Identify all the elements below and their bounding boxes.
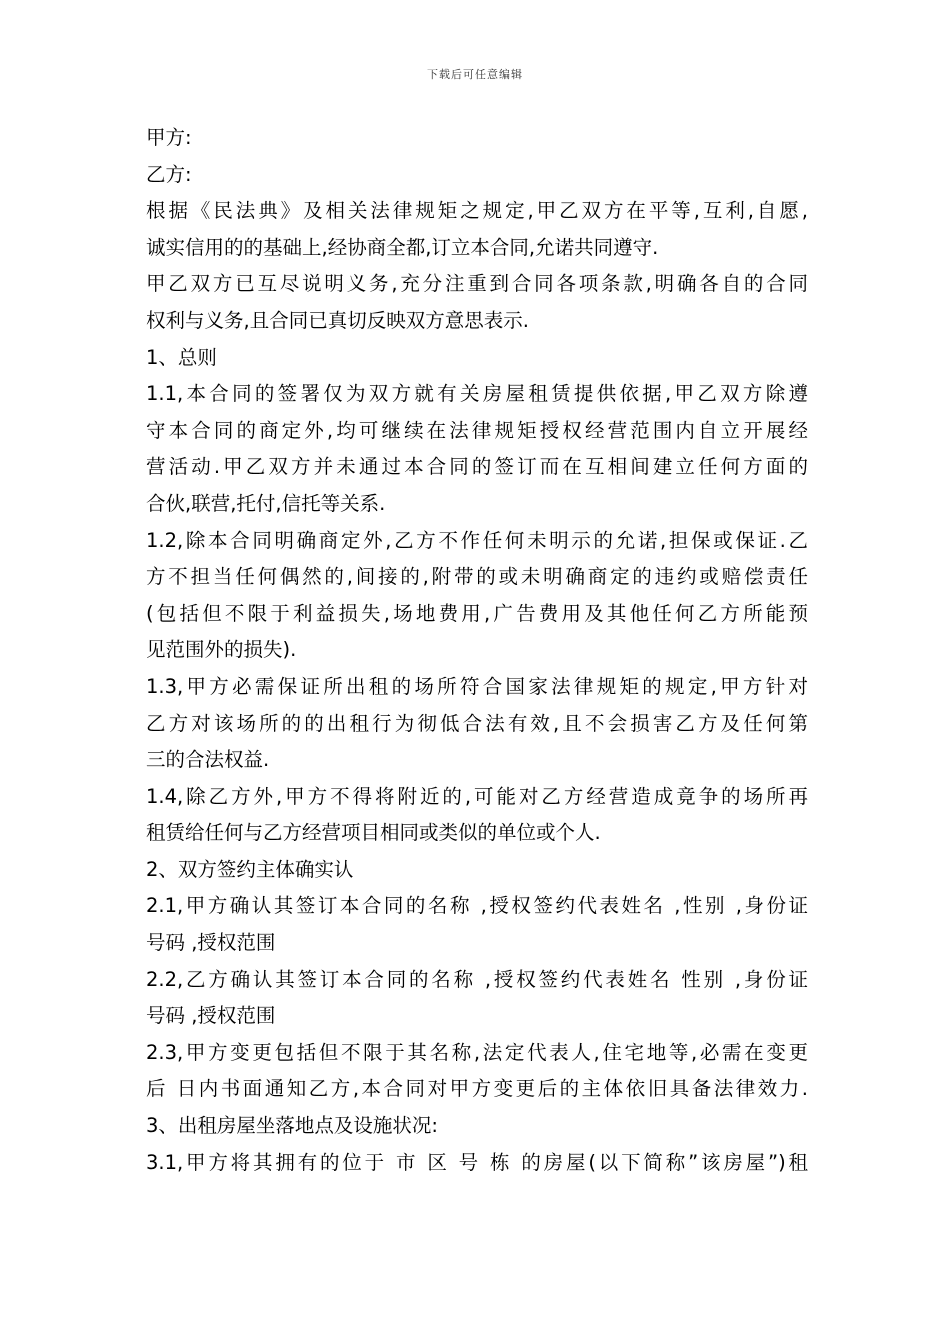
document-line: 1、总则 [146,345,217,369]
document-line: 守本合同的商定外,均可继续在法律规矩授权经营范围内自立开展经 [146,418,808,442]
page-header: 下载后可任意编辑 [427,68,523,81]
document-line: 甲方: [146,126,192,149]
document-line: 见范围外的损失). [146,638,297,662]
document-line: 权利与义务,且合同已真切反映双方意思表示. [146,308,529,332]
document-line: 合伙,联营,托付,信托等关系. [146,491,386,515]
document-line: 营活动.甲乙双方并未通过本合同的签订而在互相间建立任何方面的 [146,455,808,479]
document-line: 乙方对该场所的的出租行为彻低合法有效,且不会损害乙方及任何第 [146,711,808,735]
document-body [146,120,808,1181]
document-line: 乙方: [146,162,192,186]
document-line: 诚实信用的的基础上,经协商全都,订立本合同,允诺共同遵守. [146,235,659,259]
document-line: 甲乙双方已互尽说明义务,充分注重到合同各项条款,明确各自的合同 [146,272,808,296]
document-line: 方不担当任何偶然的,间接的,附带的或未明确商定的违约或赔偿责任 [146,565,808,589]
document-line: 3.1,甲方将其拥有的位于 市 区 号 栋 的房屋(以下简称”该房屋”)租 [146,1150,808,1174]
document-line: 3、出租房屋坐落地点及设施状况: [146,1114,438,1138]
document-line: 1.3,甲方必需保证所出租的场所符合国家法律规矩的规定,甲方针对 [146,674,808,698]
document-line: 1.2,除本合同明确商定外,乙方不作任何未明示的允诺,担保或保证.乙 [146,528,808,552]
document-line: (包括但不限于利益损失,场地费用,广告费用及其他任何乙方所能预 [146,601,808,625]
document-line: 根据《民法典》及相关法律规矩之规定,甲乙双方在平等,互利,自愿, [146,199,808,223]
document-line: 后 日内书面通知乙方,本合同对甲方变更后的主体依旧具备法律效力. [146,1077,808,1101]
document-line: 号码 ,授权范围 [146,1004,276,1028]
document-line: 租赁给任何与乙方经营项目相同或类似的单位或个人. [146,821,601,845]
document-line: 2.2,乙方确认其签订本合同的名称 ,授权签约代表姓名 性别 ,身份证 [146,967,808,991]
document-line: 2、双方签约主体确实认 [146,857,354,881]
document-line: 1.4,除乙方外,甲方不得将附近的,可能对乙方经营造成竟争的场所再 [146,784,808,808]
document-line: 三的合法权益. [146,748,270,772]
document-line: 号码 ,授权范围 [146,931,276,955]
document-line: 2.3,甲方变更包括但不限于其名称,法定代表人,住宅地等,必需在变更 [146,1040,808,1064]
document-line: 2.1,甲方确认其签订本合同的名称 ,授权签约代表姓名 ,性别 ,身份证 [146,894,808,918]
document-line: 1.1,本合同的签署仅为双方就有关房屋租赁提供依据,甲乙双方除遵 [146,382,808,406]
